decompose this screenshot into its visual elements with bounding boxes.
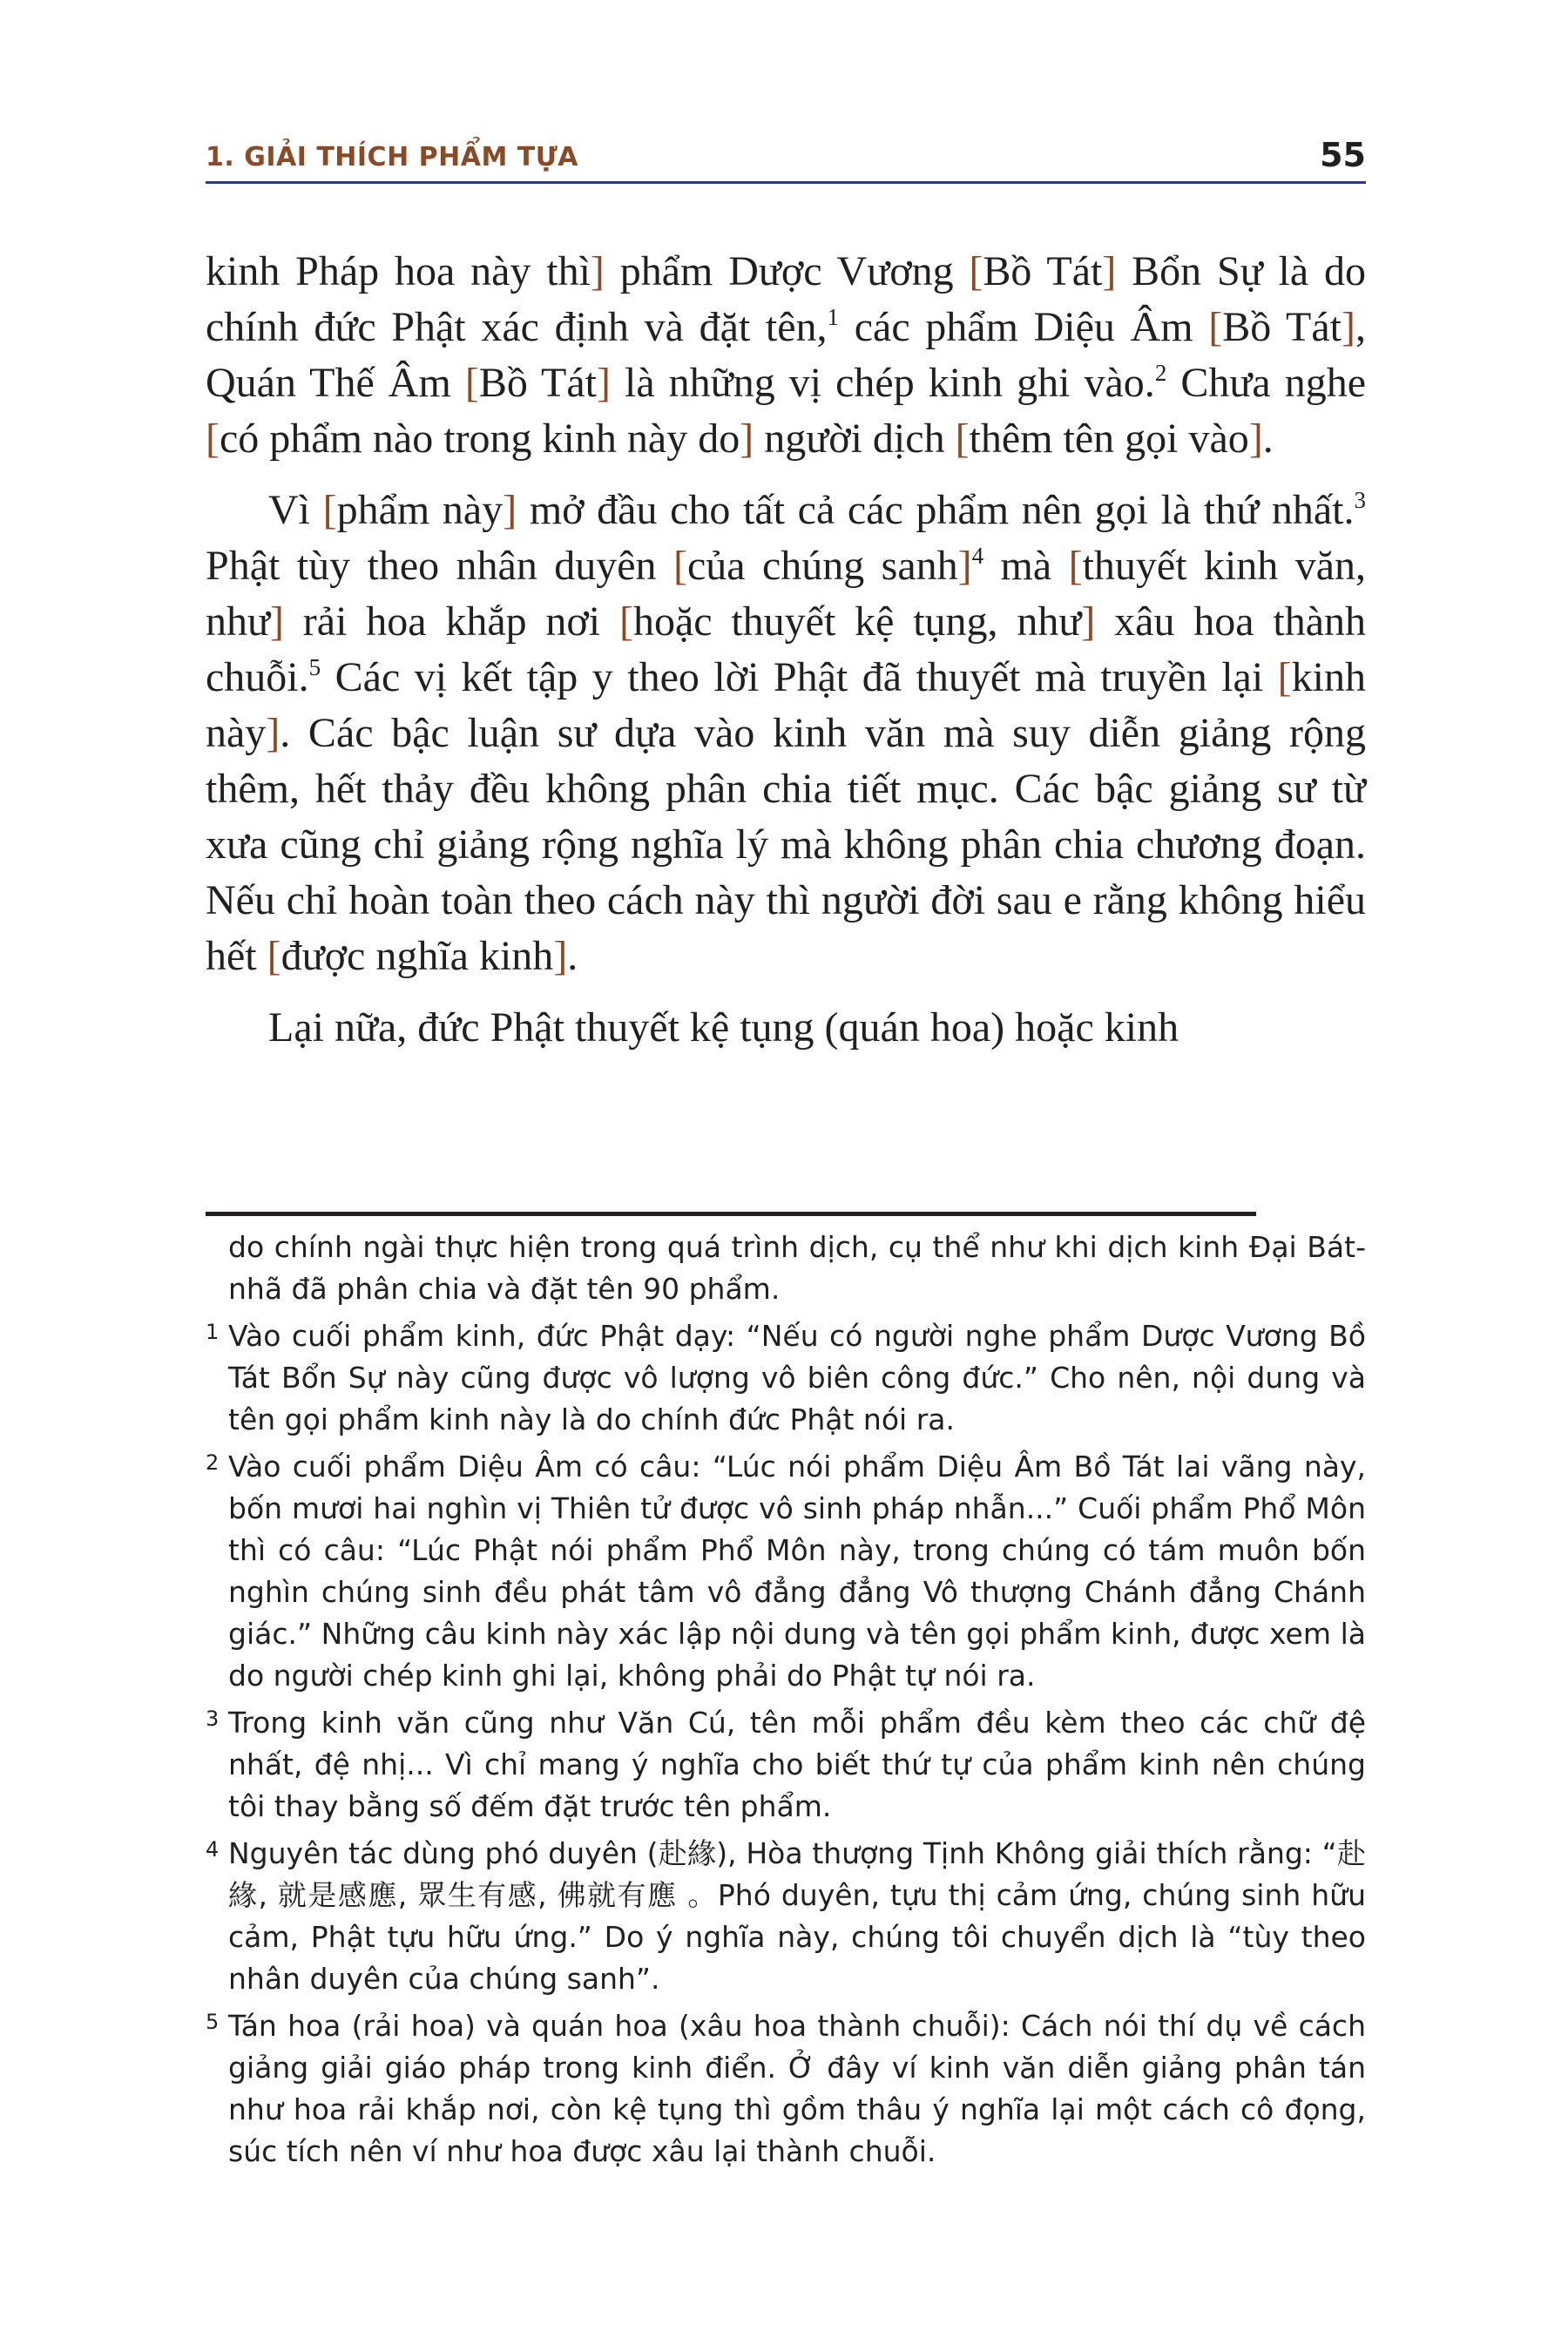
footnote-3: 3 Trong kinh văn cũng như Văn Cú, tên mỗi phẩm đều kèm theo các chữ đệ nhất, đệ nhị... Vì chỉ mang ý nghĩa cho biết thứ tự của phẩm kinh nên chúng tôi thay bằng số đếm đặt trước tên phẩm. bbox=[206, 1706, 1366, 1823]
text-run: rải hoa khắp nơi bbox=[284, 598, 619, 645]
page-number: 55 bbox=[1320, 136, 1366, 174]
editorial-bracket: ] bbox=[590, 248, 605, 294]
text-run: . bbox=[567, 933, 578, 979]
footnote-4: 4 Nguyên tác dùng phó duyên (赴緣), Hòa thượng Tịnh Không giải thích rằng: “赴緣, 就是感應, 眾生有感, 佛就有應 。Phó duyên, tựu thị cảm ứng, chúng sinh hữu cảm, Phật tựu hữu ứng.” Do ý nghĩa này, chúng tôi chuyển dịch là “tùy theo nhân duyên của chúng sanh”. bbox=[206, 1836, 1366, 1996]
footnote-text: Tán hoa (rải hoa) và quán hoa (xâu hoa thành chuỗi): Cách nói thí dụ về cách giảng giải giáo pháp trong kinh điển. Ở đây ví kinh văn diễn giảng phân tán như hoa rải khắp nơi, còn kệ tụng thì gồm thâu ý nghĩa lại một cách cô đọng, súc tích nên ví như hoa được xâu lại thành chuỗi. bbox=[228, 2009, 1366, 2168]
text-run: được nghĩa kinh bbox=[280, 933, 554, 979]
editorial-bracket: [ bbox=[1277, 654, 1292, 700]
footnote-ref-4[interactable]: 4 bbox=[971, 543, 984, 569]
editorial-bracket: [ bbox=[464, 360, 479, 406]
text-run: kinh Pháp hoa này thì bbox=[206, 248, 591, 294]
editorial-bracket: [ bbox=[618, 598, 633, 645]
text-run: có phẩm nào trong kinh này do bbox=[219, 416, 740, 462]
editorial-bracket: [ bbox=[206, 416, 220, 462]
text-run: các phẩm Diệu Âm bbox=[839, 304, 1209, 350]
text-run: . bbox=[1262, 416, 1274, 462]
text-run: hoặc thuyết kệ tụng, như bbox=[632, 598, 1082, 645]
editorial-bracket: ] bbox=[596, 360, 611, 406]
editorial-bracket: [ bbox=[955, 416, 970, 462]
footnote-1: 1 Vào cuối phẩm kinh, đức Phật dạy: “Nếu có người nghe phẩm Dược Vương Bồ Tát Bổn Sự này cũng được vô lượng vô biên công đức.” Cho nên, nội dung và tên gọi phẩm kinh này là do chính đức Phật nói ra. bbox=[206, 1319, 1366, 1436]
text-run: thuyết kinh văn, như bbox=[206, 543, 1367, 645]
editorial-bracket: [ bbox=[1068, 543, 1083, 589]
editorial-bracket: ] bbox=[740, 416, 754, 462]
running-head: 1. GIẢI THÍCH PHẨM TỰA bbox=[206, 142, 578, 172]
text-run: của chúng sanh bbox=[686, 543, 958, 589]
footnote-text: Vào cuối phẩm kinh, đức Phật dạy: “Nếu có người nghe phẩm Dược Vương Bồ Tát Bổn Sự này cũng được vô lượng vô biên công đức.” Cho nên, nội dung và tên gọi phẩm kinh này là do chính đức Phật nói ra. bbox=[228, 1319, 1366, 1436]
editorial-bracket: [ bbox=[267, 933, 281, 979]
editorial-bracket: ] bbox=[1248, 416, 1263, 462]
text-run: Bồ Tát bbox=[1222, 304, 1342, 350]
text-run: phẩm này bbox=[336, 487, 504, 533]
footnote-2: 2 Vào cuối phẩm Diệu Âm có câu: “Lúc nói phẩm Diệu Âm Bồ Tát lai vãng này, bốn mươi hai nghìn vị Thiên tử được vô sinh pháp nhẫn...” Cuối phẩm Phổ Môn thì có câu: “Lúc Phật nói phẩm Phổ Môn này, trong chúng có tám muôn bốn nghìn chúng sinh đều phát tâm vô đẳng đẳng Vô thượng Chánh đẳng Chánh giác.” Những câu kinh này xác lập nội dung và tên gọi phẩm kinh, được xem là do người chép kinh ghi lại, không phải do Phật tự nói ra. bbox=[206, 1450, 1366, 1693]
text-run: . Các bậc luận sư dựa vào kinh văn mà suy diễn giảng rộng thêm, hết thảy đều không phân chia tiết mục. Các bậc giảng sư từ xưa cũng chỉ giảng rộng nghĩa lý mà không phân chia chương đoạn. Nếu chỉ hoàn toàn theo cách này thì người đời sau e rằng không hiểu hết bbox=[206, 710, 1366, 979]
footnote-ref-5[interactable]: 5 bbox=[308, 654, 321, 680]
footnote-text: Trong kinh văn cũng như Văn Cú, tên mỗi phẩm đều kèm theo các chữ đệ nhất, đệ nhị... Vì chỉ mang ý nghĩa cho biết thứ tự của phẩm kinh nên chúng tôi thay bằng số đếm đặt trước tên phẩm. bbox=[228, 1706, 1366, 1823]
text-run: kinh này bbox=[206, 654, 1366, 756]
text-run: phẩm Dược Vương bbox=[604, 248, 970, 294]
text-run: Vì bbox=[268, 487, 323, 533]
editorial-bracket: ] bbox=[553, 933, 568, 979]
text-run: Chưa nghe bbox=[1166, 360, 1367, 406]
editorial-bracket: ] bbox=[1102, 248, 1117, 294]
footnotes bbox=[206, 1227, 1366, 2178]
footnote-ref-1[interactable]: 1 bbox=[827, 304, 840, 330]
text-run: mở đầu cho tất cả các phẩm nên gọi là thứ nhất. bbox=[517, 487, 1355, 533]
editorial-bracket: ] bbox=[1342, 304, 1355, 350]
text-run: Bồ Tát bbox=[478, 360, 597, 406]
body-paragraph-1 bbox=[206, 244, 1366, 467]
body-paragraph-3: Lại nữa, đức Phật thuyết kệ tụng (quán hoa) hoặc kinh bbox=[268, 1004, 1179, 1051]
text-run: Bồ Tát bbox=[983, 248, 1103, 294]
editorial-bracket: [ bbox=[969, 248, 983, 294]
footnote-text: Vào cuối phẩm Diệu Âm có câu: “Lúc nói phẩm Diệu Âm Bồ Tát lai vãng này, bốn mươi hai nghìn vị Thiên tử được vô sinh pháp nhẫn...” Cuối phẩm Phổ Môn thì có câu: “Lúc Phật nói phẩm Phổ Môn này, trong chúng có tám muôn bốn nghìn chúng sinh đều phát tâm vô đẳng đẳng Vô thượng Chánh đẳng Chánh giác.” Những câu kinh này xác lập nội dung và tên gọi phẩm kinh, được xem là do người chép kinh ghi lại, không phải do Phật tự nói ra. bbox=[228, 1450, 1366, 1693]
text-run: Phật tùy theo nhân duyên bbox=[206, 543, 673, 589]
text-run: xâu hoa thành chuỗi. bbox=[206, 598, 1367, 700]
footnote-ref-2[interactable]: 2 bbox=[1154, 360, 1167, 386]
editorial-bracket: [ bbox=[322, 487, 337, 533]
editorial-bracket: ] bbox=[266, 710, 280, 756]
footnote-continuation: do chính ngài thực hiện trong quá trình dịch, cụ thể như khi dịch kinh Đại Bát-nhã đã phân chia và đặt tên 90 phẩm. bbox=[228, 1230, 1366, 1306]
editorial-bracket: ] bbox=[1081, 598, 1096, 645]
page-header bbox=[206, 129, 1366, 184]
text-run: Các vị kết tập y theo lời Phật đã thuyết mà truyền lại bbox=[321, 654, 1278, 700]
text-run: là những vị chép kinh ghi vào. bbox=[610, 360, 1155, 406]
footnote-separator bbox=[206, 1212, 1256, 1216]
editorial-bracket: ] bbox=[503, 487, 517, 533]
footnote-5: 5 Tán hoa (rải hoa) và quán hoa (xâu hoa thành chuỗi): Cách nói thí dụ về cách giảng giải giáo pháp trong kinh điển. Ở đây ví kinh văn diễn giảng phân tán như hoa rải khắp nơi, còn kệ tụng thì gồm thâu ý nghĩa lại một cách cô đọng, súc tích nên ví như hoa được xâu lại thành chuỗi. bbox=[206, 2009, 1366, 2168]
text-run: Bổn Sự là do chính đức Phật xác định và đặt tên, bbox=[206, 248, 1366, 350]
editorial-bracket: ] bbox=[957, 543, 972, 589]
body-paragraph-2 bbox=[206, 483, 1366, 984]
text-run: người dịch bbox=[754, 416, 956, 462]
text-run: , Quán Thế Âm bbox=[206, 304, 1366, 406]
editorial-bracket: ] bbox=[270, 598, 284, 645]
footnote-text: Nguyên tác dùng phó duyên (赴緣), Hòa thượng Tịnh Không giải thích rằng: “赴緣, 就是感應, 眾生有感, 佛就有應 。Phó duyên, tựu thị cảm ứng, chúng sinh hữu cảm, Phật tựu hữu ứng.” Do ý nghĩa này, chúng tôi chuyển dịch là “tùy theo nhân duyên của chúng sanh”. bbox=[228, 1836, 1366, 1996]
text-run: mà bbox=[983, 543, 1069, 589]
footnote-ref-3[interactable]: 3 bbox=[1354, 487, 1366, 513]
editorial-bracket: [ bbox=[672, 543, 687, 589]
text-run: thêm tên gọi vào bbox=[969, 416, 1249, 462]
editorial-bracket: [ bbox=[1208, 304, 1223, 350]
body-text bbox=[206, 244, 1366, 1071]
